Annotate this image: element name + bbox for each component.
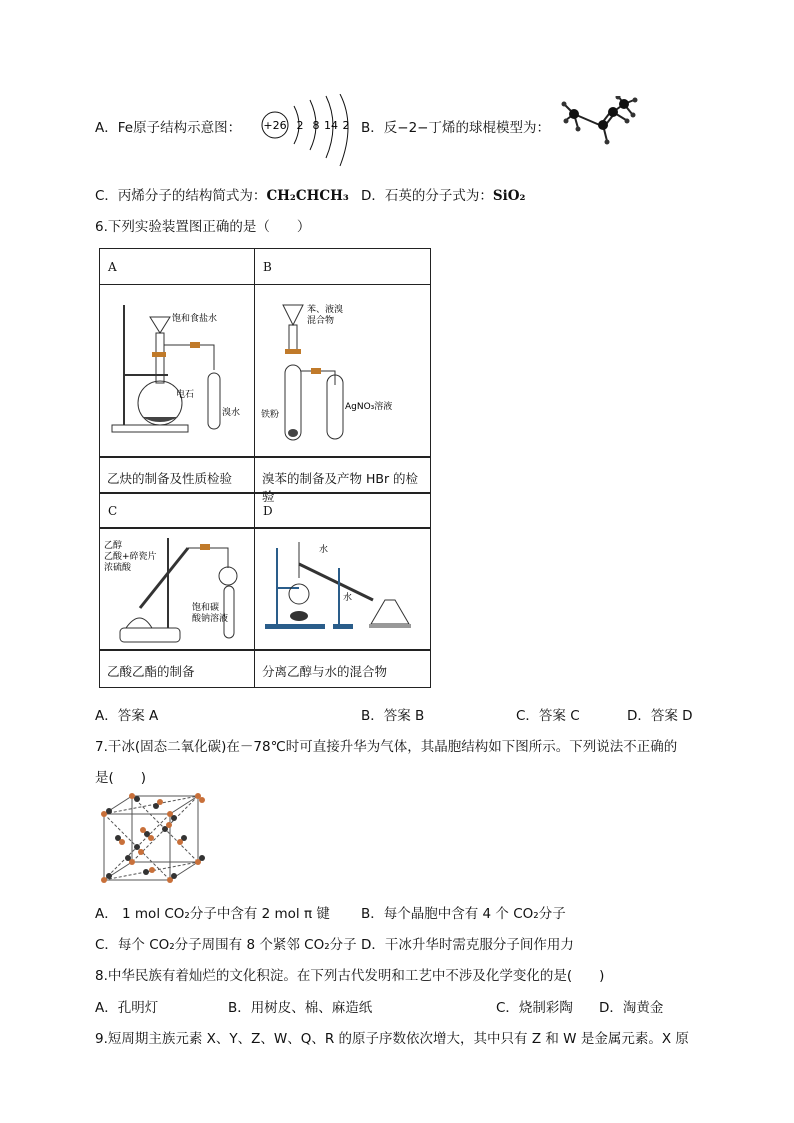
note-water-in: 水 (319, 545, 329, 555)
note-ethanol: 乙醇 (104, 541, 123, 551)
q7-stem-line1: 7.干冰(固态二氧化碳)在－78℃时可直接升华为气体，其晶胞结构如下图所示。下列说法不正确的 (95, 739, 678, 755)
q7-option-b: B．每个晶胞中含有 4 个 CO₂分子 (361, 906, 566, 922)
q7-option-d: D．干冰升华时需克服分子间作用力 (361, 937, 574, 953)
cell-d-caption: 分离乙醇与水的混合物 (262, 664, 388, 679)
note-benzene-bromine: 苯、液溴 (307, 305, 344, 315)
cell-c-figure (99, 527, 255, 651)
q8-stem: 8.中华民族有着灿烂的文化积淀。在下列古代发明和工艺中不涉及化学变化的是( ) (95, 968, 605, 984)
cell-b-figure (254, 284, 431, 458)
q6-option-d: D．答案 D (627, 708, 693, 724)
shell-2-count: 8 (312, 119, 320, 132)
note-water-out: 水 (343, 593, 353, 603)
cell-b-header (254, 248, 431, 285)
q6-option-b: B．答案 B (361, 708, 425, 724)
q6-option-c: C．答案 C (516, 708, 580, 724)
shell-3-count: 14 (324, 119, 338, 132)
co2-molecules (101, 793, 205, 883)
q8-option-c: C．烧制彩陶 (496, 1000, 573, 1016)
q6-option-a: A．答案 A (95, 708, 159, 724)
q9-stem: 9.短周期主族元素 X、Y、Z、W、Q、R 的原子序数依次增大，其中只有 Z 和 W 是金属元素。X 原 (95, 1031, 689, 1047)
nucleus-charge: +26 (263, 119, 287, 132)
note-conc-sulfuric: 浓硫酸 (104, 563, 132, 573)
cell-a-caption-box (99, 456, 255, 494)
q6-apparatus-table (99, 248, 431, 688)
note-sat-carbonate-2: 酸钠溶液 (192, 614, 229, 624)
fe-atom-structure-diagram (258, 94, 354, 170)
q8-option-a: A．孔明灯 (95, 1000, 159, 1016)
shell-1-count: 2 (296, 119, 304, 132)
cell-c-header (99, 492, 255, 529)
q6-stem: 6.下列实验装置图正确的是（ ） (95, 219, 311, 235)
cell-b-caption: 溴苯的制备及产物 HBr 的检验 (262, 471, 419, 504)
shell-4-count: 2 (342, 119, 350, 132)
cell-c-caption-box (99, 649, 255, 688)
cell-c-caption: 乙酸乙酯的制备 (107, 664, 195, 679)
trans-2-butene-ball-stick-model (552, 96, 640, 152)
cell-b-caption-box (254, 456, 431, 504)
cell-d-header (254, 492, 431, 529)
bromobenzene-apparatus-diagram (255, 285, 430, 457)
note-bromine-water: 溴水 (222, 408, 241, 418)
carbon-atom-2 (598, 120, 608, 130)
q5-option-c-text: C．丙烯分子的结构简式为： (95, 188, 267, 204)
q7-option-c: C．每个 CO₂分子周围有 8 个紧邻 CO₂分子 (95, 937, 357, 953)
acetylene-apparatus-diagram (100, 285, 254, 457)
cell-a-header (99, 248, 255, 285)
note-mixture: 混合物 (307, 316, 335, 326)
cell-d-label: D (263, 504, 273, 518)
q8-option-d: D．淘黄金 (599, 1000, 664, 1016)
cell-a-caption: 乙炔的制备及性质检验 (107, 471, 233, 486)
distillation-apparatus-diagram (255, 528, 430, 650)
carbon-atom-4 (619, 99, 629, 109)
cell-c-label: C (108, 504, 118, 518)
cell-d-caption-box (254, 649, 431, 688)
cell-a-label: A (108, 260, 117, 274)
cell-b-label: B (263, 260, 272, 274)
ethyl-acetate-apparatus-diagram (100, 528, 254, 650)
note-sat-carbonate-1: 饱和碳 (192, 603, 220, 613)
carbon-atom-1 (569, 109, 579, 119)
q5-option-d-text: D．石英的分子式为： (361, 188, 493, 204)
q7-option-a: A． 1 mol CO₂分子中含有 2 mol π 键 (95, 906, 330, 922)
q5-option-b: B．反−2−丁烯的球棍模型为： (361, 120, 550, 136)
quartz-formula: SiO₂ (492, 188, 526, 204)
propene-formula: CH₂CHCH₃ (266, 188, 349, 204)
dry-ice-unit-cell-diagram (94, 792, 210, 888)
note-silver-nitrate: AgNO₃溶液 (345, 402, 393, 412)
note-calcium-carbide: 电石 (176, 390, 195, 400)
carbon-atom-3 (608, 107, 618, 117)
q8-option-b: B．用树皮、棉、麻造纸 (228, 1000, 373, 1016)
cell-a-figure (99, 284, 255, 458)
note-iron-powder: 铁粉 (261, 410, 280, 420)
q7-stem-line2: 是( ) (95, 770, 147, 786)
note-acetic-acid: 乙酸+碎瓷片 (104, 552, 157, 562)
q5-option-d (361, 184, 525, 204)
q5-option-c (95, 184, 349, 204)
note-saturated-brine: 饱和食盐水 (172, 314, 218, 324)
cell-d-figure (254, 527, 431, 651)
q5-option-a: A．Fe原子结构示意图： (95, 120, 242, 136)
